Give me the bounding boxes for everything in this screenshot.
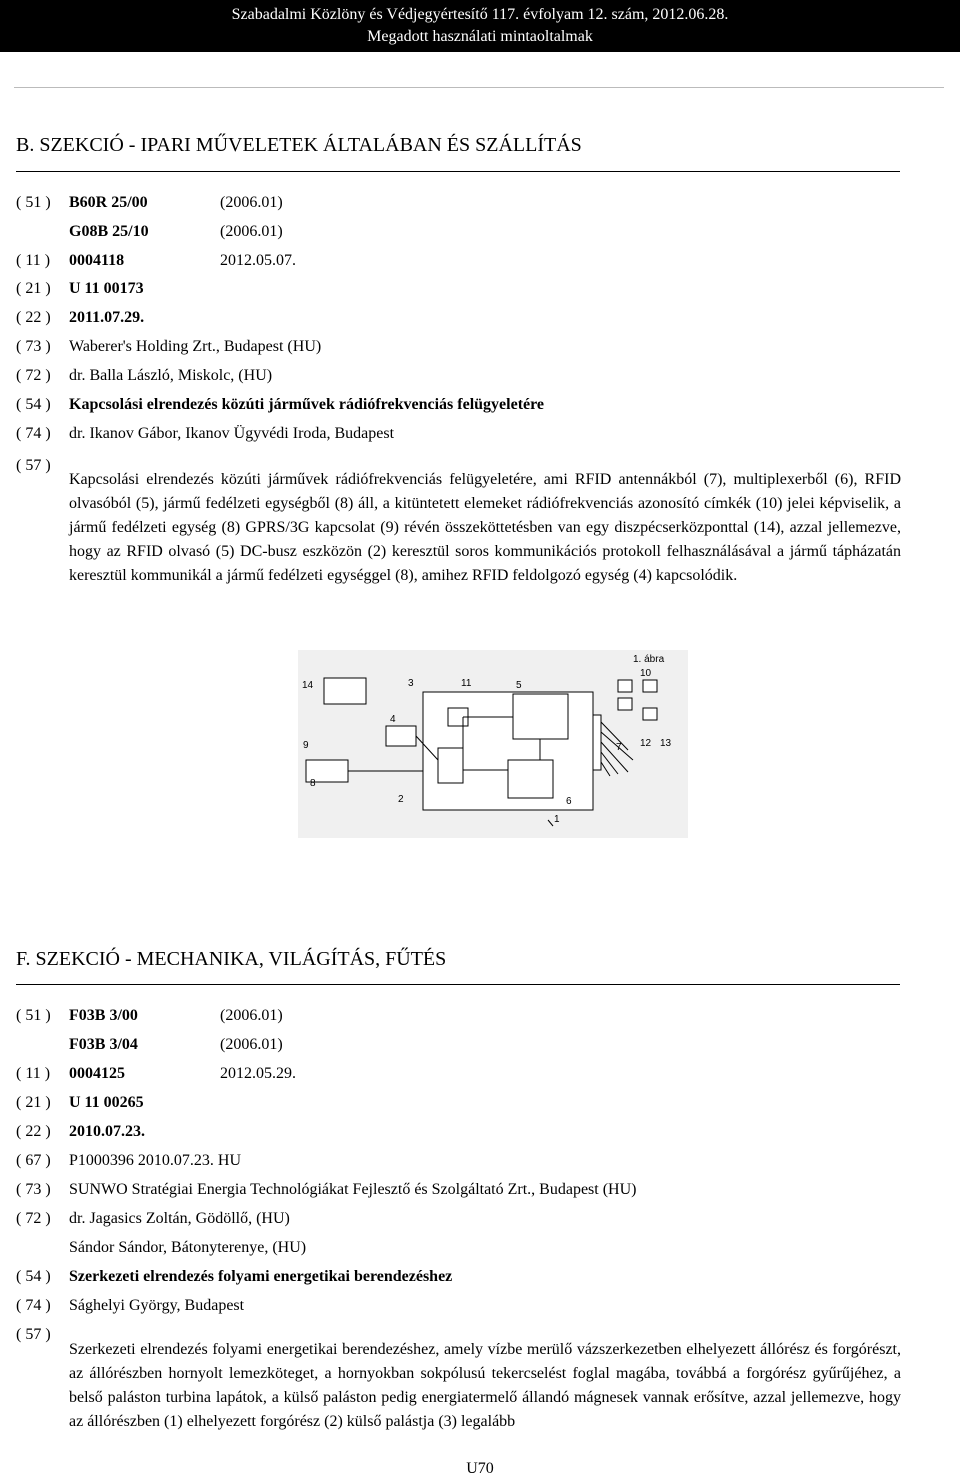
- figure-label: 14: [302, 680, 314, 691]
- f-priority: P1000396 2010.07.23. HU: [69, 1152, 242, 1169]
- f-inventor-1: dr. Jagasics Zoltán, Gödöllő, (HU): [69, 1210, 290, 1227]
- b-ipc2: G08B 25/10: [69, 223, 149, 240]
- figure-label: 7: [616, 742, 622, 753]
- code-72: ( 72 ): [16, 367, 51, 384]
- b-num-date: 2012.05.07.: [220, 252, 296, 269]
- code-51: ( 51 ): [16, 1007, 51, 1024]
- f-abstract: Szerkezeti elrendezés folyami energetikai berendezéshez, amely vízbe merülő vázszerkezetben elhelyezett állórész és forgórészt, az állórészben hornyolt lemezköteget, a hornyokban sokpólusú tekercselést foglal magába, továbbá a forgórész gyűrűjéhez, a belső paláston turbina lapátok, a külső paláston pedig energiatermelő állandó mágnesek vannak erősítve, azzal jellemezve, hogy az állórészben (1) elhelyezett forgórész (2) külső palástja (3) legalább: [69, 1341, 901, 1430]
- b-owner: Waberer's Holding Zrt., Budapest (HU): [69, 338, 322, 355]
- page-header: [0, 0, 960, 52]
- figure-label: 5: [516, 680, 522, 691]
- code-74: ( 74 ): [16, 1297, 51, 1314]
- figure-label: 13: [660, 738, 672, 749]
- b-num: 0004118: [69, 252, 125, 269]
- b-ipc1-date: (2006.01): [220, 194, 283, 211]
- b-abstract: Kapcsolási elrendezés közúti járművek rádiófrekvenciás felügyeletére, ami RFID antennákból (7), multiplexerből (6), RFID olvasóból (5), jármű fedélzeti egységből (8) áll, a kitüntetett elemeket rádiófrekvenciás azonosító címkék (10) jelei képviselik, a jármű fedélzeti egység (8) GPRS/3G kapcsolat (9) révén összeköttetésben van egy diszpécserközponttal (14), azzal jellemezve, hogy az RFID olvasó (5) DC-busz eszközön (2) keresztül soros kommunikációs protokoll felhasználásával a jármű tápházatán keresztül kommunikál a jármű fedélzeti egységgel (8), amihez RFID feldolgozó egység (4) kapcsolódik.: [69, 471, 901, 584]
- figure-caption: 1. ábra: [633, 654, 665, 665]
- code-73: ( 73 ): [16, 1181, 51, 1198]
- code-67: ( 67 ): [16, 1152, 51, 1169]
- code-11: ( 11 ): [16, 1065, 51, 1082]
- f-num-date: 2012.05.29.: [220, 1065, 296, 1082]
- f-title: Szerkezeti elrendezés folyami energetikai berendezéshez: [69, 1268, 453, 1285]
- figure-label: 6: [566, 796, 572, 807]
- code-72: ( 72 ): [16, 1210, 51, 1227]
- code-57: ( 57 ): [16, 457, 51, 474]
- b-agent: dr. Ikanov Gábor, Ikanov Ügyvédi Iroda, Budapest: [69, 425, 395, 442]
- f-agent: Sághelyi György, Budapest: [69, 1297, 245, 1314]
- b-ipc1: B60R 25/00: [69, 194, 148, 211]
- f-app: U 11 00265: [69, 1094, 144, 1111]
- figure-label: 11: [461, 678, 472, 689]
- f-num: 0004125: [69, 1065, 125, 1082]
- f-filed: 2010.07.23.: [69, 1123, 145, 1140]
- b-title: Kapcsolási elrendezés közúti járművek rádiófrekvenciás felügyeletére: [69, 396, 545, 413]
- page-number: U70: [466, 1460, 494, 1477]
- code-22: ( 22 ): [16, 1123, 51, 1140]
- f-ipc1: F03B 3/00: [69, 1007, 138, 1024]
- header-divider: [14, 87, 944, 88]
- code-51: ( 51 ): [16, 194, 51, 211]
- figure-label: 1: [554, 814, 560, 825]
- header-subtitle: Megadott használati mintaoltalmak: [367, 28, 593, 45]
- code-22: ( 22 ): [16, 309, 51, 326]
- b-app: U 11 00173: [69, 280, 144, 297]
- figure-label: 3: [408, 678, 414, 689]
- section-f-title: F. SZEKCIÓ - MECHANIKA, VILÁGÍTÁS, FŰTÉS: [16, 948, 447, 970]
- figure-label: 2: [398, 794, 404, 805]
- code-11: ( 11 ): [16, 252, 51, 269]
- figure-label: 10: [640, 668, 652, 679]
- b-ipc2-date: (2006.01): [220, 223, 283, 240]
- header-journal: Szabadalmi Közlöny és Védjegyértesítő 117. évfolyam 12. szám, 2012.06.28.: [231, 6, 729, 23]
- b-inventor: dr. Balla László, Miskolc, (HU): [69, 367, 273, 384]
- f-ipc2: F03B 3/04: [69, 1036, 138, 1053]
- section-b-rule: [16, 171, 900, 172]
- figure-label: 4: [390, 714, 396, 725]
- code-21: ( 21 ): [16, 1094, 51, 1111]
- f-inventor-2: Sándor Sándor, Bátonyterenye, (HU): [69, 1239, 307, 1256]
- code-74: ( 74 ): [16, 425, 51, 442]
- code-21: ( 21 ): [16, 280, 51, 297]
- figure-label: 12: [640, 738, 652, 749]
- section-b-title: B. SZEKCIÓ - IPARI MŰVELETEK ÁLTALÁBAN ÉS SZÁLLÍTÁS: [16, 134, 582, 156]
- code-54: ( 54 ): [16, 1268, 51, 1285]
- f-owner: SUNWO Stratégiai Energia Technológiákat Fejlesztő és Szolgáltató Zrt., Budapest (HU): [69, 1181, 637, 1198]
- figure-label: 8: [310, 778, 316, 789]
- f-ipc1-date: (2006.01): [220, 1007, 283, 1024]
- f-ipc2-date: (2006.01): [220, 1036, 283, 1053]
- b-filed: 2011.07.29.: [69, 309, 145, 326]
- code-73: ( 73 ): [16, 338, 51, 355]
- code-57: ( 57 ): [16, 1326, 51, 1343]
- figure-label: 9: [303, 740, 309, 751]
- code-54: ( 54 ): [16, 396, 51, 413]
- section-f-rule: [16, 984, 900, 985]
- circuit-figure: [298, 650, 688, 838]
